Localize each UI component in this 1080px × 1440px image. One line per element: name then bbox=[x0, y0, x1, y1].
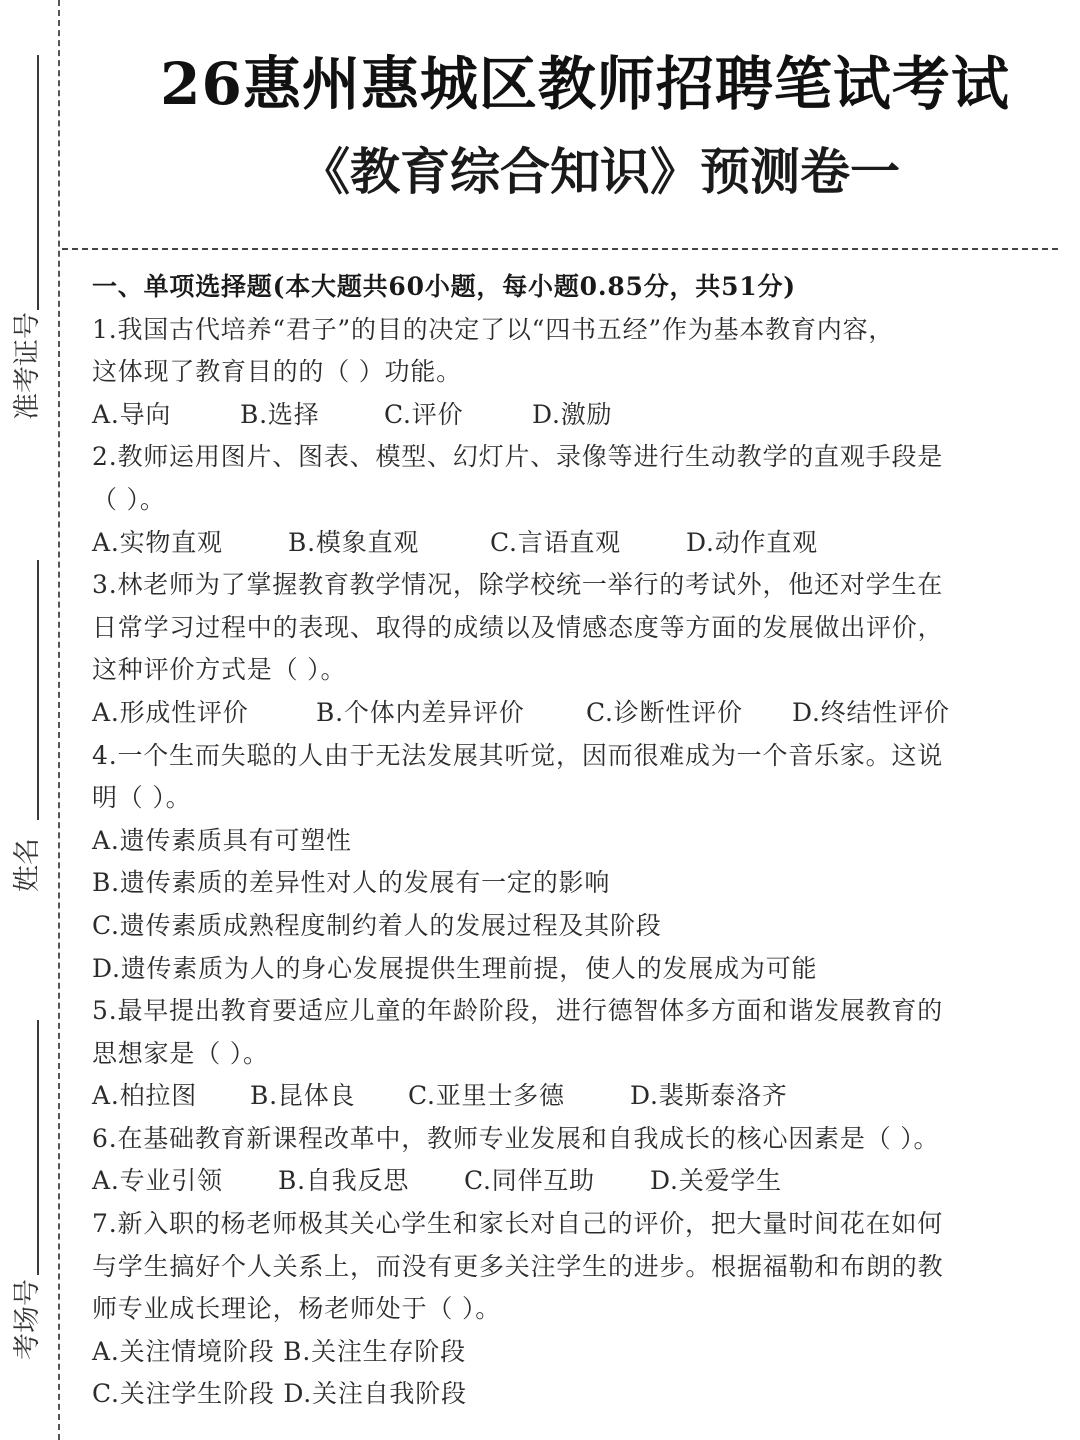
option-d: D.遗传素质为人的身心发展提供生理前提，使人的发展成为可能 bbox=[92, 953, 818, 983]
option-b: B.自我反思 bbox=[278, 1166, 410, 1196]
binding-line-middle bbox=[37, 560, 39, 820]
exam-room-label: 考场号 bbox=[12, 1279, 43, 1360]
option-a: A.形成性评价 bbox=[92, 697, 249, 727]
header-divider bbox=[62, 248, 1058, 250]
binding-line-lower bbox=[37, 1020, 39, 1275]
option-b: B.选择 bbox=[240, 399, 320, 429]
question-stem-line: 日常学习过程中的表现、取得的成绩以及情感态度等方面的发展做出评价， bbox=[92, 612, 944, 642]
question-stem-line: 明（ ）。 bbox=[92, 783, 192, 813]
option-a: A.遗传素质具有可塑性 bbox=[92, 825, 352, 855]
option-a: A.实物直观 bbox=[92, 527, 223, 557]
question-stem-line: 2.教师运用图片、图表、模型、幻灯片、录像等进行生动教学的直观手段是 bbox=[92, 442, 944, 472]
binding-line-top bbox=[37, 55, 39, 310]
question-stem-line: 思想家是（ ）。 bbox=[92, 1038, 269, 1068]
option-row: C.关注学生阶段 D.关注自我阶段 bbox=[92, 1379, 467, 1409]
question-6 bbox=[92, 1118, 1052, 1203]
binding-cut-line bbox=[58, 0, 60, 1440]
option-row bbox=[92, 1160, 1052, 1203]
option-c: C.言语直观 bbox=[490, 527, 621, 557]
option-a: A.柏拉图 bbox=[92, 1081, 198, 1111]
question-stem-line: 5.最早提出教育要适应儿童的年龄阶段，进行德智体多方面和谐发展教育的 bbox=[92, 996, 944, 1026]
question-stem-line: 6.在基础教育新课程改革中，教师专业发展和自我成长的核心因素是（ ）。 bbox=[92, 1123, 940, 1153]
question-7 bbox=[92, 1203, 1052, 1416]
option-c: C.遗传素质成熟程度制约着人的发展过程及其阶段 bbox=[92, 910, 662, 940]
section-heading: 一、单项选择题(本大题共60小题，每小题0.85分，共51分) bbox=[92, 272, 796, 301]
question-stem-line: 3.林老师为了掌握教育教学情况，除学校统一举行的考试外，他还对学生在 bbox=[92, 570, 944, 600]
binding-margin bbox=[0, 0, 62, 1440]
option-c: C.诊断性评价 bbox=[586, 697, 743, 727]
option-b: B.模象直观 bbox=[288, 527, 420, 557]
option-row bbox=[92, 692, 1052, 735]
option-d: D.激励 bbox=[532, 399, 613, 429]
question-stem-line: 这种评价方式是（ ）。 bbox=[92, 655, 347, 685]
question-4 bbox=[92, 735, 1052, 991]
question-stem-line: 7.新入职的杨老师极其关心学生和家长对自己的评价，把大量时间花在如何 bbox=[92, 1209, 944, 1239]
question-stem-line: 这体现了教育目的的（ ）功能。 bbox=[92, 357, 462, 387]
option-row bbox=[92, 394, 1052, 437]
question-stem-line: （ ）。 bbox=[92, 484, 166, 514]
question-stem-line: 与学生搞好个人关系上，而没有更多关注学生的进步。根据福勒和布朗的教 bbox=[92, 1251, 944, 1281]
option-row bbox=[92, 522, 1052, 565]
option-a: A.导向 bbox=[92, 399, 172, 429]
option-d: D.裴斯泰洛齐 bbox=[630, 1081, 788, 1111]
question-3 bbox=[92, 564, 1052, 734]
option-row bbox=[92, 1075, 1052, 1118]
question-5 bbox=[92, 990, 1052, 1118]
question-stem-line: 师专业成长理论，杨老师处于（ ）。 bbox=[92, 1294, 502, 1324]
option-d: D.动作直观 bbox=[686, 527, 818, 557]
option-b: B.个体内差异评价 bbox=[316, 697, 525, 727]
page-title: 26惠州惠城区教师招聘笔试考试 bbox=[160, 50, 1010, 118]
option-c: C.同伴互助 bbox=[464, 1166, 595, 1196]
question-1 bbox=[92, 309, 1052, 437]
option-row: A.关注情境阶段 B.关注生存阶段 bbox=[92, 1336, 466, 1366]
question-stem-line: 4.一个生而失聪的人由于无法发展其听觉，因而很难成为一个音乐家。这说 bbox=[92, 740, 944, 770]
option-c: C.亚里士多德 bbox=[408, 1081, 565, 1111]
page-subtitle: 《教育综合知识》预测卷一 bbox=[300, 143, 900, 201]
option-d: D.关爱学生 bbox=[650, 1166, 782, 1196]
option-b: B.遗传素质的差异性对人的发展有一定的影响 bbox=[92, 868, 611, 898]
question-stem-line: 1.我国古代培养“君子”的目的决定了以“四书五经”作为基本教育内容， bbox=[92, 314, 895, 344]
question-section bbox=[92, 266, 1052, 1416]
exam-number-label: 准考证号 bbox=[12, 312, 43, 420]
option-b: B.昆体良 bbox=[250, 1081, 356, 1111]
option-d: D.终结性评价 bbox=[792, 697, 950, 727]
question-2 bbox=[92, 436, 1052, 564]
option-a: A.专业引领 bbox=[92, 1166, 223, 1196]
name-label: 姓名 bbox=[12, 838, 43, 892]
option-c: C.评价 bbox=[384, 399, 464, 429]
